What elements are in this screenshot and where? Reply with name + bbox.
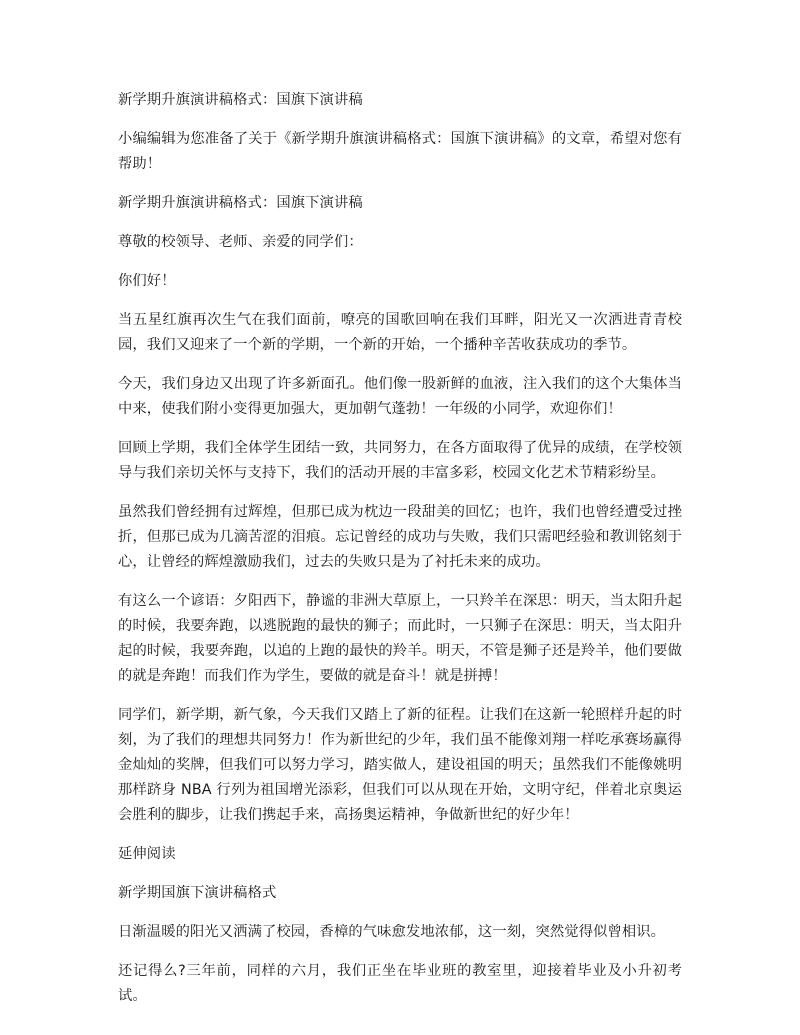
body-paragraph: 有这么一个谚语：夕阳西下，静谧的非洲大草原上，一只羚羊在深思：明天，当太阳升起的时候，我要奔跑，以逃脱跑的最快的狮子；而此时，一只狮子在深思：明天，当太阳升起的时候，我要奔跑，以追的上跑的最快的羚羊。明天，不管是狮子还是羚羊，他们要做的就是奔跑！而我们作为学生，要做的就是奋斗！就是拼搏！ xyxy=(118,593,682,684)
body-paragraph: 今天，我们身边又出现了许多新面孔。他们像一股新鲜的血液，注入我们的这个大集体当中来，使我们附小变得更加强大，更加朝气蓬勃！一年级的小同学，欢迎你们！ xyxy=(118,376,682,417)
salutation: 尊敬的校领导、老师、亲爱的同学们： xyxy=(118,234,363,250)
body-paragraph: 虽然我们曾经拥有过辉煌，但那已成为枕边一段甜美的回忆；也许，我们也曾经遭受过挫折，但那已成为几滴苦涩的泪痕。忘记曾经的成功与失败，我们只需吧经验和教训铭刻于心，让曾经的辉煌激励我们，过去的失败只是为了衬托未来的成功。 xyxy=(118,504,682,570)
body-paragraph: 日渐温暖的阳光又洒满了校园，香樟的气味愈发地浓郁，这一刻，突然觉得似曾相识。 xyxy=(118,924,666,940)
body-paragraph: 当五星红旗再次生气在我们面前，嘹亮的国歌回响在我们耳畔，阳光又一次洒进青青校园，我们又迎来了一个新的学期，一个新的开始，一个播种辛苦收获成功的季节。 xyxy=(118,312,682,353)
intro-paragraph: 小编编辑为您准备了关于《新学期升旗演讲稿格式：国旗下演讲稿》的文章，希望对您有帮助！ xyxy=(118,131,682,172)
body-paragraph: 回顾上学期，我们全体学生团结一致，共同努力，在各方面取得了优异的成绩，在学校领导与我们亲切关怀与支持下，我们的活动开展的丰富多彩，校园文化艺术节精彩纷呈。 xyxy=(118,440,682,481)
speech-title: 新学期升旗演讲稿格式：国旗下演讲稿 xyxy=(118,195,363,211)
section-subheading: 新学期国旗下演讲稿格式 xyxy=(118,885,277,901)
document-body xyxy=(118,88,682,1009)
body-paragraph: 还记得么?三年前，同样的六月，我们正坐在毕业班的教室里，迎接着毕业及小升初考试。 xyxy=(118,963,682,1004)
section-heading-extended-reading: 延伸阅读 xyxy=(118,846,176,862)
document-title: 新学期升旗演讲稿格式：国旗下演讲稿 xyxy=(118,92,363,108)
greeting: 你们好！ xyxy=(118,273,176,289)
body-paragraph: 同学们，新学期，新气象，今天我们又踏上了新的征程。让我们在这新一轮照样升起的时刻，为了我们的理想共同努力！作为新世纪的少年，我们虽不能像刘翔一样吃承赛场赢得金灿灿的奖牌，但我们可以努力学习，踏实做人，建设祖国的明天；虽然我们不能像姚明那样跻身 NBA 行列为祖国增光添彩，但我们可以从现在开始，文明守纪，伴着北京奥运会胜利的脚步，让我们携起手来，高扬奥运精神，争做新世纪的好少年！ xyxy=(118,707,682,823)
